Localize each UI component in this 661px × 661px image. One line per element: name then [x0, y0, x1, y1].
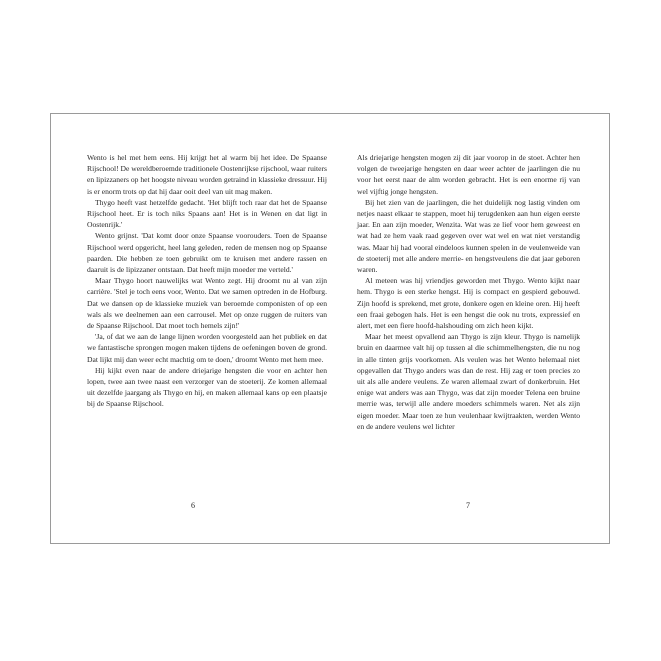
paragraph: Als driejarige hengsten mogen zij dit jaar voorop in de stoet. Achter hen volgen de tweejarige hengsten en daar weer achter de jaarlingen die nu voor het eerst naar de alm worden gebracht. Het is een enorme rij van wel vijftig jonge hengsten.: [357, 153, 580, 196]
paragraph: Al meteen was hij vriendjes geworden met Thygo. Wento kijkt naar hem. Thygo is een sterke hengst. Hij is compact en gespierd gebouwd. Zijn hoofd is sprekend, met grote, donkere ogen en kleine oren. Hij heeft een fraai gebogen hals. Het is een hengst die ook nu trots, expressief en alert, met een fiere hoofd-halshouding om zich heen kijkt.: [357, 276, 580, 331]
left-page-text: [87, 152, 327, 410]
paragraph: Maar het meest opvallend aan Thygo is zijn kleur. Thygo is namelijk bruin en daarmee valt hij op tussen al die schimmelhengsten, die nu nog in alle tinten grijs voorkomen. Als veulen was het Wento helemaal niet opgevallen dat Thygo anders was dan de rest. Hij zag er toen precies zo uit als alle andere veulens. Ze waren allemaal zwart of donkerbruin. Het enige wat anders was aan Thygo, was dat zijn moeder Telena een bruine merrie was, terwijl alle andere moeders schimmels waren. Net als zijn eigen moeder. Maar toen ze hun veulenhaar kwijtraakten, werden Wento en de andere veulens wel lichter: [357, 332, 580, 431]
paragraph: Wento grijnst. 'Dat komt door onze Spaanse voorouders. Toen de Spaanse Rijschool werd opgericht, heel lang geleden, reden de mensen nog op Spaanse paarden. Die hebben ze toen gebruikt om te kruisen met andere rassen en daaruit is de lipizzaner ontstaan. Dat heeft mijn moeder me verteld.': [87, 231, 327, 275]
paragraph: Maar Thygo hoort nauwelijks wat Wento zegt. Hij droomt nu al van zijn carrière. 'Stel je toch eens voor, Wento. Dat we samen optreden in de Hofburg. Dat we dansen op de klassieke muziek van beroemde componisten of op een wals als we deelnemen aan een carrousel. Met op onze ruggen de ruiters van de Spaanse Rijschool. Dat moet toch hemels zijn!': [87, 276, 327, 331]
paragraph: Hij kijkt even naar de andere driejarige hengsten die voor en achter hen lopen, twee aan twee naast een verzorger van de stoeterij. Ze komen allemaal uit dezelfde jaargang als Thygo en hij, en maken allemaal kans op een plaatsje bij de Spaanse Rijschool.: [87, 365, 327, 409]
paragraph: Thygo heeft vast hetzelfde gedacht. 'Het blijft toch raar dat het de Spaanse Rijschool heet. Er is toch niks Spaans aan! Het is in Wenen en dat ligt in Oostenrijk.': [87, 197, 327, 230]
paragraph: Bij het zien van de jaarlingen, die het duidelijk nog lastig vinden om netjes naast elkaar te stappen, moet hij terugdenken aan hun eigen eerste jaar. En aan zijn moeder, Wenzita. Wat was ze lief voor hem geweest en wat had ze hem vaak raad gegeven over wat wel en wat niet verstandig was. Maar hij had vooral eindeloos kunnen spelen in de veulenweide van de stoeterij met alle andere merrie- en hengstveulens die dat jaar geboren waren.: [357, 197, 580, 275]
right-page-text: [357, 152, 580, 432]
right-page-number: 7: [466, 501, 470, 510]
book-spread: [50, 113, 610, 544]
paragraph: Wento is hel met hem eens. Hij krijgt het al warm bij het idee. De Spaanse Rijschool! De wereldberoemde traditionele Oostenrijkse rijschool, waar ruiters en lipizzaners op het hoogste niveau worden getraind in klassieke dressuur. Hij is er enorm trots op dat hij daar ooit deel van uit mag maken.: [87, 153, 327, 196]
left-page-number: 6: [191, 501, 195, 510]
paragraph: 'Ja, of dat we aan de lange lijnen worden voorgesteld aan het publiek en dat we fantastische sprongen mogen maken tijdens de oefeningen boven de grond. Dat lijkt mij dan weer echt machtig om te doen,' droomt Wento met hem mee.: [87, 332, 327, 364]
